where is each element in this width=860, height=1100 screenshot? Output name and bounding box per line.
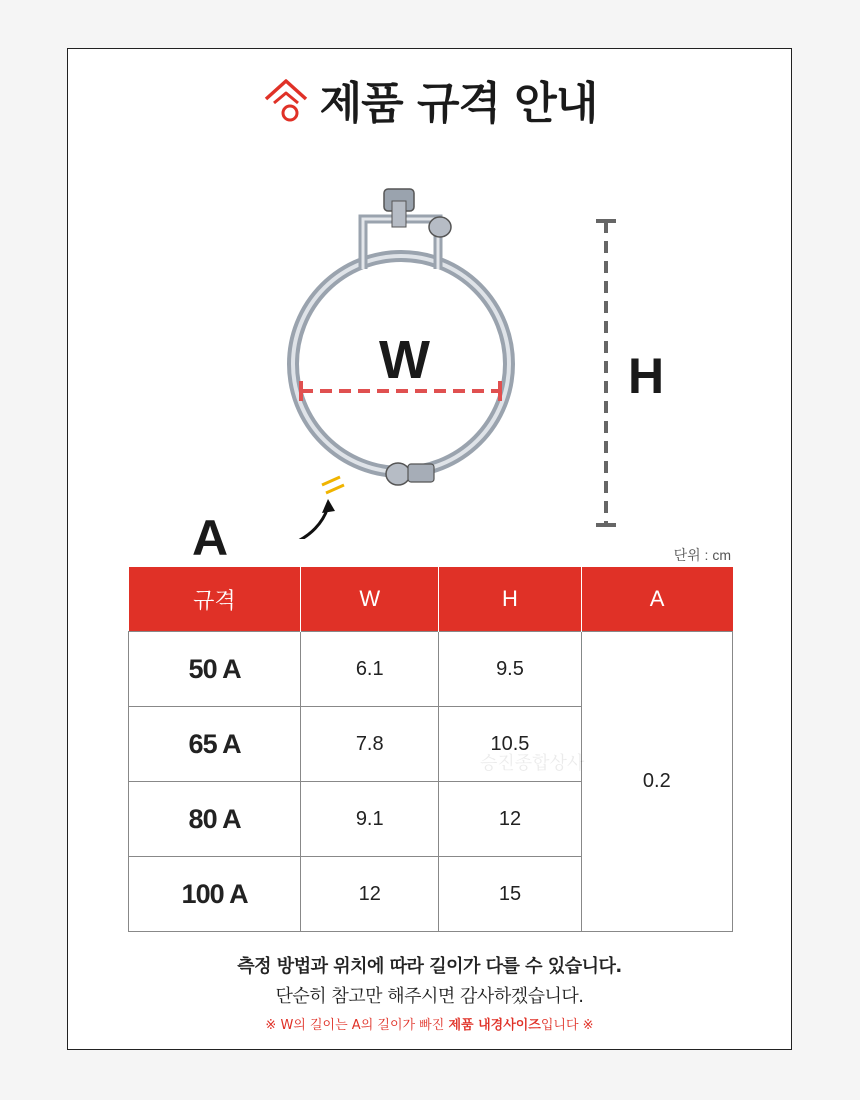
note-line-3-suffix: 입니다 ※ xyxy=(540,1018,594,1033)
title-text: 제품 규격 안내 xyxy=(319,78,598,129)
header-w: W xyxy=(301,567,439,632)
note-line-3-prefix: ※ W의 길이는 A의 길이가 빠진 xyxy=(265,1018,449,1033)
a-marker xyxy=(322,477,340,485)
h-label: H xyxy=(628,348,665,404)
cell-size: 80 A xyxy=(129,782,301,857)
cell-size: 100 A xyxy=(129,857,301,932)
header-size: 규격 xyxy=(129,567,301,632)
cell-w: 12 xyxy=(301,857,439,932)
spec-table xyxy=(128,567,733,932)
header-a: A xyxy=(581,567,732,632)
w-label: W xyxy=(379,330,430,390)
product-diagram xyxy=(158,159,665,566)
table-row xyxy=(129,632,733,707)
table-header-row xyxy=(129,567,733,632)
cell-w: 9.1 xyxy=(301,782,439,857)
brand-logo-icon xyxy=(262,75,314,123)
watermark: 승진종합상사 xyxy=(480,753,585,774)
cell-a: 0.2 xyxy=(581,632,732,932)
cell-w: 6.1 xyxy=(301,632,439,707)
cell-h: 15 xyxy=(439,857,581,932)
cell-h: 10.5 xyxy=(439,707,581,782)
note-line-3-bold: 제품 내경사이즈 xyxy=(448,1018,541,1033)
a-label: A xyxy=(192,510,229,566)
cell-h: 9.5 xyxy=(439,632,581,707)
spec-card xyxy=(67,48,792,1050)
note-line-3 xyxy=(68,1014,791,1033)
cell-h: 12 xyxy=(439,782,581,857)
header-h: H xyxy=(439,567,581,632)
cell-size: 65 A xyxy=(129,707,301,782)
notes xyxy=(68,952,791,1033)
note-line-1: 측정 방법과 위치에 따라 길이가 다를 수 있습니다. xyxy=(237,956,622,977)
cell-w: 7.8 xyxy=(301,707,439,782)
unit-label: 단위 : cm xyxy=(673,547,731,563)
cell-size: 50 A xyxy=(129,632,301,707)
page-title xyxy=(68,67,791,131)
note-line-2: 단순히 참고만 해주시면 감사하겠습니다. xyxy=(275,986,584,1007)
a-arrow xyxy=(226,507,328,539)
